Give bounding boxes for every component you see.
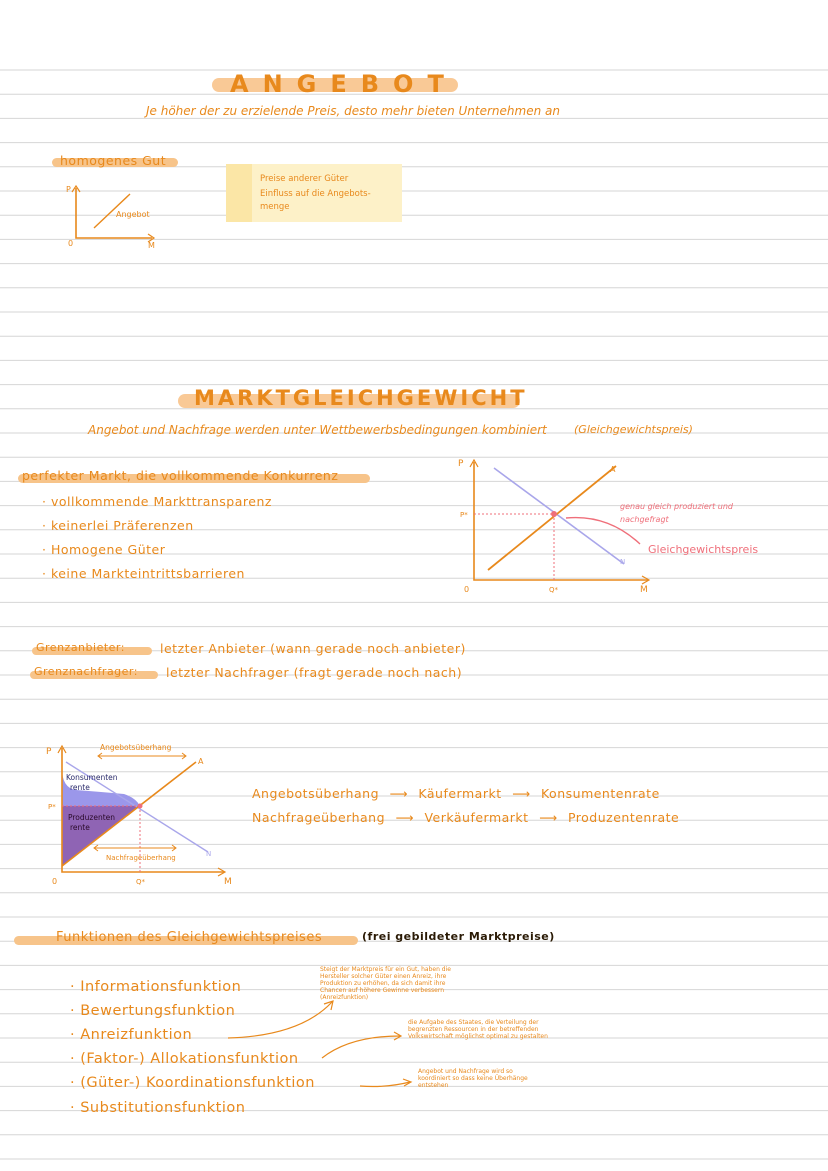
arrow-allokation xyxy=(322,1036,400,1058)
fn-label-5: (Güter-) Koordinationsfunktion xyxy=(80,1075,315,1091)
axis-m-label: M xyxy=(640,585,648,595)
row2-b: Verkäufermarkt xyxy=(424,810,529,825)
markt-item-4: keine Markteintrittsbarrieren xyxy=(50,566,245,581)
perfekter-markt-label: perfekter Markt, die vollkommende Konkurrenz xyxy=(22,468,339,483)
fn-item-5: · (Güter-) Koordinationsfunktion xyxy=(70,1075,315,1091)
markt-item-2: keinerlei Präferenzen xyxy=(50,518,194,533)
fn-label-1: Informationsfunktion xyxy=(80,979,242,995)
row1-a: Angebotsüberhang xyxy=(252,786,380,801)
row2-a: Nachfrageüberhang xyxy=(252,810,386,825)
rente-row-2 xyxy=(252,810,679,825)
axis-p-label: P xyxy=(66,185,71,194)
grenznachfrager-label: Grenznachfrager: xyxy=(34,665,138,678)
fn-label-4: (Faktor-) Allokationsfunktion xyxy=(80,1051,299,1067)
qstar-label: Q* xyxy=(136,878,146,886)
fn-item-6: · Substitutionsfunktion xyxy=(70,1100,246,1116)
equilibrium-point xyxy=(551,511,557,517)
angebot-title: ANGEBOT xyxy=(230,70,458,98)
note-allokation: die Aufgabe des Staates, die Verteilung der begrenzten Ressourcen in der betreffenden Volkswirtschaft möglichst optimal zu gestalten xyxy=(408,1019,548,1040)
equilibrium-point xyxy=(138,804,143,809)
curve-a-label: A xyxy=(198,757,204,766)
axis-m-label: M xyxy=(224,877,232,887)
sticky-note xyxy=(226,164,402,222)
angebot-curve-label: Angebot xyxy=(116,210,150,219)
gleichgewichtspreis-label: Gleichgewichtspreis xyxy=(648,543,759,556)
pstar-label: P* xyxy=(48,803,56,811)
fn-label-2: Bewertungsfunktion xyxy=(80,1003,236,1019)
funktionen-title: Funktionen des Gleichgewichtspreises xyxy=(56,930,323,945)
nachfrageueberhang-label: Nachfrageüberhang xyxy=(106,854,176,862)
fn-item-3: · Anreizfunktion xyxy=(70,1027,193,1043)
markt-title: MARKTGLEICHGEWICHT xyxy=(194,386,528,410)
konsumentenrente-label-1: Konsumenten xyxy=(66,773,118,782)
bullet-2: · keinerlei Präferenzen xyxy=(42,518,194,533)
curve-n-label: N xyxy=(620,558,626,566)
gleichgewicht-graph xyxy=(448,452,778,602)
grenzanbieter-text: letzter Anbieter (wann gerade noch anbieter) xyxy=(160,641,466,656)
axis-origin-label: 0 xyxy=(68,239,74,248)
funktionen-arrows xyxy=(200,990,430,1100)
note-koordination: Angebot und Nachfrage wird so koordiniert so dass keine Überhänge entstehen xyxy=(418,1068,528,1089)
angebotsueberhang-label: Angebotsüberhang xyxy=(100,743,172,752)
funktionen-title-note: (frei gebildeter Marktpreise) xyxy=(362,930,555,943)
rente-graph xyxy=(36,738,246,890)
row2-arrow-2: ⟶ xyxy=(539,810,558,825)
axis-origin-label: 0 xyxy=(464,585,470,594)
arrow-koordination xyxy=(360,1082,410,1087)
note-line-1: genau gleich produziert und xyxy=(620,502,733,511)
curve-a-label: A xyxy=(610,465,616,474)
markt-subtitle: Angebot und Nachfrage werden unter Wettbewerbsbedingungen kombiniert xyxy=(88,423,547,437)
angebot-curve xyxy=(488,466,616,570)
markt-item-3: Homogene Güter xyxy=(50,542,166,557)
axis-p-label: P xyxy=(46,747,52,757)
fn-item-4: · (Faktor-) Allokationsfunktion xyxy=(70,1051,299,1067)
produzentenrente-label-1: Produzenten xyxy=(68,813,116,822)
curve-n-label: N xyxy=(206,850,212,858)
note-line-1: Preise anderer Güter xyxy=(260,174,349,184)
row1-arrow-1: ⟶ xyxy=(389,786,408,801)
axis-origin-label: 0 xyxy=(52,877,58,886)
grenzanbieter-label: Grenzanbieter: xyxy=(36,641,125,654)
row1-arrow-2: ⟶ xyxy=(512,786,531,801)
bullet-4: · keine Markteintrittsbarrieren xyxy=(42,566,245,581)
note-anreiz: Steigt der Marktpreis für ein Gut, haben die Hersteller solcher Güter einen Anreiz, ihre Produktion zu erhöhen, da sich damit ihre Chancen auf höhere Gewinne verbessern (Anreizfunktion) xyxy=(320,966,451,1001)
row2-arrow-1: ⟶ xyxy=(395,810,414,825)
note-line-2: Einfluss auf die Angebots- xyxy=(260,189,371,199)
markt-subtitle-note: (Gleichgewichtspreis) xyxy=(574,423,693,436)
row1-b: Käufermarkt xyxy=(418,786,502,801)
fn-label-6: Substitutionsfunktion xyxy=(80,1100,246,1116)
bullet-1: · vollkommende Markttransparenz xyxy=(42,494,272,509)
fn-label-3: Anreizfunktion xyxy=(80,1027,193,1043)
angebot-subtitle: Je höher der zu erzielende Preis, desto mehr bieten Unternehmen an xyxy=(146,104,560,118)
rente-row-1 xyxy=(252,786,660,801)
produzentenrente-label-2: rente xyxy=(70,823,90,832)
axis-p-label: P xyxy=(458,459,464,469)
fn-item-1: · Informationsfunktion xyxy=(70,979,242,995)
note-line-2: nachgefragt xyxy=(620,515,669,524)
konsumentenrente-label-2: rente xyxy=(70,783,90,792)
row1-c: Konsumentenrate xyxy=(540,786,660,801)
arrow-anreiz xyxy=(228,1002,332,1038)
pstar-label: P* xyxy=(460,511,468,519)
qstar-label: Q* xyxy=(549,586,559,594)
fn-item-2: · Bewertungsfunktion xyxy=(70,1003,236,1019)
homogenes-gut-label: homogenes Gut xyxy=(60,153,167,168)
angebot-graph xyxy=(60,180,170,252)
axis-m-label: M xyxy=(148,241,155,250)
markt-item-1: vollkommende Markttransparenz xyxy=(50,494,272,509)
row2-c: Produzentenrate xyxy=(567,810,680,825)
note-line-3: menge xyxy=(260,202,290,212)
bullet-3: · Homogene Güter xyxy=(42,542,166,557)
grenznachfrager-text: letzter Nachfrager (fragt gerade noch nach) xyxy=(166,665,463,680)
